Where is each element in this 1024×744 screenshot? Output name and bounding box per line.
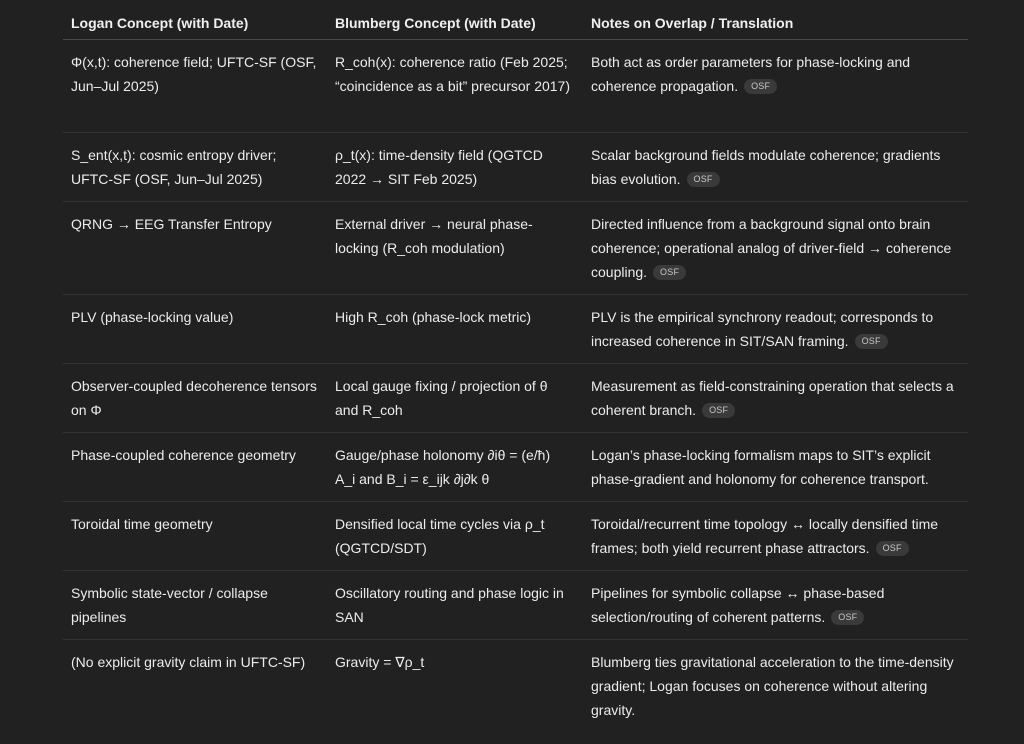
logan-cell: Φ(x,t): coherence field; UFTC-SF (OSF, Jun–Jul 2025) bbox=[71, 54, 317, 94]
logan-cell: Symbolic state-vector / collapse pipelines bbox=[71, 585, 268, 625]
logan-cell: QRNG → EEG Transfer Entropy bbox=[71, 216, 272, 232]
table-row bbox=[63, 502, 968, 571]
blumberg-cell: Gauge/phase holonomy ∂iθ = (e/ħ) A_i and B_i = ε_ijk ∂j∂k θ bbox=[335, 447, 551, 487]
osf-source-badge[interactable]: OSF bbox=[876, 541, 909, 556]
logan-cell: Phase-coupled coherence geometry bbox=[71, 447, 296, 463]
comparison-table bbox=[63, 0, 968, 734]
blumberg-cell: Densified local time cycles via ρ_t (QGTCD/SDT) bbox=[335, 516, 545, 556]
table-row bbox=[63, 295, 968, 364]
blumberg-cell: ρ_t(x): time-density field (QGTCD 2022 → SIT Feb 2025) bbox=[335, 147, 543, 187]
logan-cell: PLV (phase-locking value) bbox=[71, 309, 234, 325]
notes-cell bbox=[583, 202, 968, 294]
logan-cell: S_ent(x,t): cosmic entropy driver; UFTC-SF (OSF, Jun–Jul 2025) bbox=[71, 147, 277, 187]
table-row bbox=[63, 364, 968, 433]
osf-source-badge[interactable]: OSF bbox=[702, 403, 735, 418]
header-logan-concept: Logan Concept (with Date) bbox=[71, 15, 249, 31]
notes-cell bbox=[583, 295, 968, 363]
header-notes: Notes on Overlap / Translation bbox=[591, 15, 794, 31]
notes-text: Directed influence from a background signal onto brain coherence; operational analog of driver-field → coherence coupling. bbox=[591, 216, 952, 280]
table-row bbox=[63, 133, 968, 202]
osf-source-badge[interactable]: OSF bbox=[855, 334, 888, 349]
notes-text: Pipelines for symbolic collapse ↔ phase-based selection/routing of coherent patterns. bbox=[591, 585, 885, 625]
notes-cell bbox=[583, 433, 968, 501]
table-row bbox=[63, 571, 968, 640]
table-row bbox=[63, 640, 968, 734]
blumberg-cell: R_coh(x): coherence ratio (Feb 2025; “coincidence as a bit” precursor 2017) bbox=[335, 54, 571, 94]
notes-text: Both act as order parameters for phase-locking and coherence propagation. bbox=[591, 54, 911, 94]
notes-text: Blumberg ties gravitational acceleration to the time-density gradient; Logan focuses on coherence without altering gravity. bbox=[591, 654, 954, 718]
notes-cell bbox=[583, 364, 968, 432]
notes-cell bbox=[583, 133, 968, 201]
blumberg-cell: High R_coh (phase-lock metric) bbox=[335, 309, 532, 325]
notes-text: PLV is the empirical synchrony readout; corresponds to increased coherence in SIT/SAN framing. bbox=[591, 309, 934, 349]
osf-source-badge[interactable]: OSF bbox=[831, 610, 864, 625]
blumberg-cell: External driver → neural phase-locking (R_coh modulation) bbox=[335, 216, 533, 256]
notes-text: Toroidal/recurrent time topology ↔ locally densified time frames; both yield recurrent phase attractors. bbox=[591, 516, 939, 556]
blumberg-cell: Local gauge fixing / projection of θ and R_coh bbox=[335, 378, 548, 418]
blumberg-cell: Oscillatory routing and phase logic in SAN bbox=[335, 585, 564, 625]
logan-cell: (No explicit gravity claim in UFTC-SF) bbox=[71, 654, 306, 670]
notes-cell bbox=[583, 40, 968, 132]
logan-cell: Toroidal time geometry bbox=[71, 516, 213, 532]
osf-source-badge[interactable]: OSF bbox=[653, 265, 686, 280]
notes-text: Measurement as field-constraining operation that selects a coherent branch. bbox=[591, 378, 954, 418]
osf-source-badge[interactable]: OSF bbox=[744, 79, 777, 94]
osf-source-badge[interactable]: OSF bbox=[687, 172, 720, 187]
table-header-row bbox=[63, 0, 968, 40]
table-row bbox=[63, 202, 968, 295]
table-row bbox=[63, 40, 968, 133]
blumberg-cell: Gravity = ∇ρ_t bbox=[335, 654, 425, 670]
notes-cell bbox=[583, 502, 968, 570]
logan-cell: Observer-coupled decoherence tensors on Φ bbox=[71, 378, 317, 418]
notes-cell bbox=[583, 571, 968, 639]
notes-text: Scalar background fields modulate coherence; gradients bias evolution. bbox=[591, 147, 941, 187]
table-row bbox=[63, 433, 968, 502]
header-blumberg-concept: Blumberg Concept (with Date) bbox=[335, 15, 536, 31]
notes-cell bbox=[583, 640, 968, 734]
notes-text: Logan’s phase-locking formalism maps to SIT’s explicit phase-gradient and holonomy for coherence transport. bbox=[591, 447, 931, 487]
